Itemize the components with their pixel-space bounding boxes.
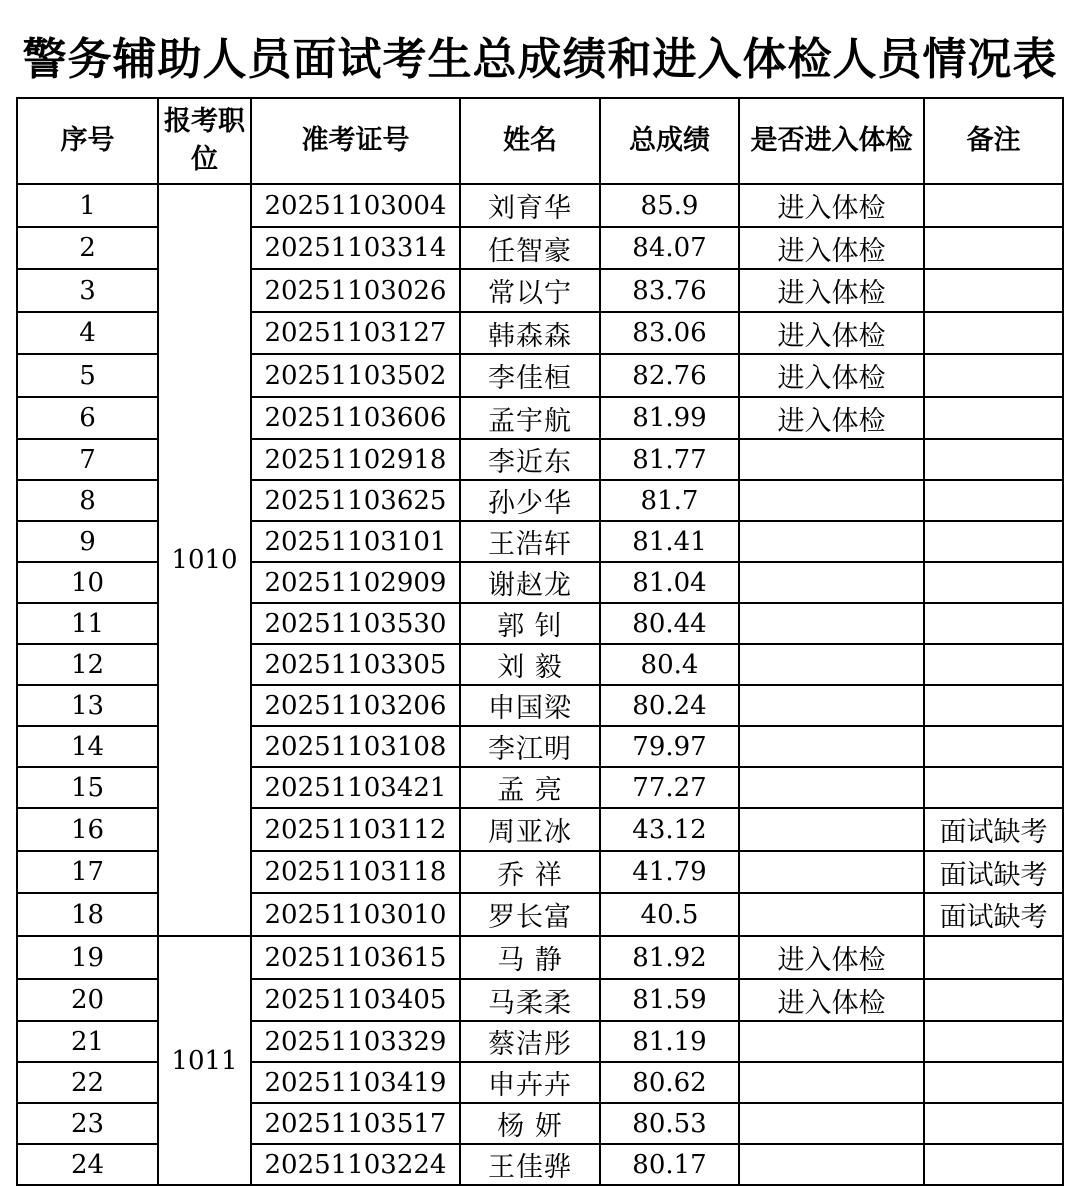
cell-exam: [739, 726, 924, 767]
cell-remark: 面试缺考: [924, 808, 1063, 851]
cell-exam: 进入体检: [739, 227, 924, 269]
cell-ticket: 20251103108: [251, 726, 460, 767]
cell-name: 周亚冰: [460, 808, 600, 851]
cell-exam: [739, 1144, 924, 1185]
cell-ticket: 20251103206: [251, 685, 460, 726]
cell-ticket: 20251103314: [251, 227, 460, 269]
cell-exam: [739, 603, 924, 644]
cell-name: 郭 钊: [460, 603, 600, 644]
cell-score: 83.76: [600, 269, 739, 312]
cell-name: 常以宁: [460, 269, 600, 312]
cell-name: 申国梁: [460, 685, 600, 726]
cell-remark: [924, 644, 1063, 685]
cell-name: 孟 亮: [460, 767, 600, 808]
cell-remark: [924, 480, 1063, 521]
cell-exam: 进入体检: [739, 184, 924, 227]
cell-score: 82.76: [600, 354, 739, 397]
cell-score: 84.07: [600, 227, 739, 269]
cell-remark: [924, 354, 1063, 397]
cell-exam: [739, 521, 924, 562]
cell-name: 蔡洁彤: [460, 1021, 600, 1062]
cell-seq: 1: [17, 184, 158, 227]
page-title: 警务辅助人员面试考生总成绩和进入体检人员情况表: [22, 34, 1058, 85]
cell-score: 80.53: [600, 1103, 739, 1144]
cell-exam: [739, 767, 924, 808]
cell-exam: [739, 1103, 924, 1144]
cell-seq: 23: [17, 1103, 158, 1144]
cell-ticket: 20251102918: [251, 439, 460, 480]
cell-exam: [739, 893, 924, 936]
cell-seq: 5: [17, 354, 158, 397]
cell-ticket: 20251103112: [251, 808, 460, 851]
cell-remark: [924, 184, 1063, 227]
cell-ticket: 20251103010: [251, 893, 460, 936]
cell-seq: 21: [17, 1021, 158, 1062]
cell-score: 81.99: [600, 397, 739, 439]
cell-ticket: 20251103305: [251, 644, 460, 685]
cell-remark: [924, 936, 1063, 979]
cell-score: 80.24: [600, 685, 739, 726]
cell-exam: [739, 644, 924, 685]
header-exam: 是否进入体检: [739, 98, 924, 184]
cell-remark: [924, 1062, 1063, 1103]
cell-score: 85.9: [600, 184, 739, 227]
cell-exam: [739, 851, 924, 893]
cell-name: 刘育华: [460, 184, 600, 227]
header-row: [17, 98, 1063, 184]
cell-seq: 13: [17, 685, 158, 726]
cell-ticket: 20251103224: [251, 1144, 460, 1185]
header-ticket: 准考证号: [251, 98, 460, 184]
cell-seq: 2: [17, 227, 158, 269]
cell-remark: [924, 397, 1063, 439]
cell-exam: 进入体检: [739, 269, 924, 312]
cell-remark: [924, 521, 1063, 562]
cell-ticket: 20251102909: [251, 562, 460, 603]
cell-position: 1010: [158, 184, 251, 936]
cell-exam: [739, 562, 924, 603]
cell-seq: 15: [17, 767, 158, 808]
cell-name: 申卉卉: [460, 1062, 600, 1103]
cell-name: 李江明: [460, 726, 600, 767]
cell-seq: 24: [17, 1144, 158, 1185]
cell-score: 80.62: [600, 1062, 739, 1103]
cell-score: 80.17: [600, 1144, 739, 1185]
cell-name: 杨 妍: [460, 1103, 600, 1144]
cell-score: 40.5: [600, 893, 739, 936]
header-remark: 备注: [924, 98, 1063, 184]
cell-remark: [924, 1021, 1063, 1062]
cell-ticket: 20251103606: [251, 397, 460, 439]
cell-seq: 18: [17, 893, 158, 936]
cell-exam: 进入体检: [739, 312, 924, 354]
cell-exam: 进入体检: [739, 397, 924, 439]
cell-seq: 8: [17, 480, 158, 521]
header-seq: 序号: [17, 98, 158, 184]
cell-ticket: 20251103615: [251, 936, 460, 979]
table-row: [17, 936, 1063, 979]
cell-ticket: 20251103127: [251, 312, 460, 354]
cell-remark: [924, 562, 1063, 603]
cell-seq: 9: [17, 521, 158, 562]
cell-seq: 16: [17, 808, 158, 851]
cell-score: 43.12: [600, 808, 739, 851]
cell-score: 80.4: [600, 644, 739, 685]
cell-ticket: 20251103421: [251, 767, 460, 808]
cell-position: 1011: [158, 936, 251, 1185]
cell-ticket: 20251103530: [251, 603, 460, 644]
cell-remark: [924, 1144, 1063, 1185]
cell-ticket: 20251103329: [251, 1021, 460, 1062]
cell-seq: 19: [17, 936, 158, 979]
cell-remark: [924, 269, 1063, 312]
cell-score: 81.19: [600, 1021, 739, 1062]
results-table: [16, 97, 1064, 1186]
header-name: 姓名: [460, 98, 600, 184]
cell-score: 79.97: [600, 726, 739, 767]
cell-exam: [739, 1021, 924, 1062]
cell-remark: [924, 767, 1063, 808]
cell-exam: [739, 439, 924, 480]
cell-name: 马 静: [460, 936, 600, 979]
cell-name: 刘 毅: [460, 644, 600, 685]
table-row: [17, 184, 1063, 227]
cell-ticket: 20251103101: [251, 521, 460, 562]
cell-exam: 进入体检: [739, 354, 924, 397]
cell-seq: 11: [17, 603, 158, 644]
cell-name: 任智豪: [460, 227, 600, 269]
cell-score: 77.27: [600, 767, 739, 808]
cell-remark: [924, 1103, 1063, 1144]
cell-seq: 4: [17, 312, 158, 354]
cell-name: 罗长富: [460, 893, 600, 936]
cell-seq: 10: [17, 562, 158, 603]
cell-remark: 面试缺考: [924, 851, 1063, 893]
cell-exam: [739, 480, 924, 521]
cell-name: 王浩轩: [460, 521, 600, 562]
cell-remark: [924, 603, 1063, 644]
cell-exam: [739, 808, 924, 851]
header-score: 总成绩: [600, 98, 739, 184]
cell-name: 李近东: [460, 439, 600, 480]
cell-ticket: 20251103004: [251, 184, 460, 227]
cell-name: 李佳桓: [460, 354, 600, 397]
cell-seq: 17: [17, 851, 158, 893]
cell-name: 王佳骅: [460, 1144, 600, 1185]
cell-ticket: 20251103419: [251, 1062, 460, 1103]
cell-seq: 6: [17, 397, 158, 439]
cell-score: 80.44: [600, 603, 739, 644]
cell-score: 41.79: [600, 851, 739, 893]
cell-remark: [924, 979, 1063, 1021]
cell-ticket: 20251103517: [251, 1103, 460, 1144]
cell-ticket: 20251103502: [251, 354, 460, 397]
cell-ticket: 20251103118: [251, 851, 460, 893]
cell-remark: [924, 312, 1063, 354]
cell-ticket: 20251103625: [251, 480, 460, 521]
cell-exam: 进入体检: [739, 979, 924, 1021]
cell-exam: [739, 1062, 924, 1103]
cell-ticket: 20251103026: [251, 269, 460, 312]
cell-remark: [924, 685, 1063, 726]
cell-name: 孙少华: [460, 480, 600, 521]
cell-seq: 3: [17, 269, 158, 312]
cell-name: 乔 祥: [460, 851, 600, 893]
cell-remark: [924, 726, 1063, 767]
cell-score: 81.41: [600, 521, 739, 562]
header-position: 报考职位: [158, 98, 251, 184]
cell-seq: 20: [17, 979, 158, 1021]
cell-remark: [924, 227, 1063, 269]
cell-score: 81.77: [600, 439, 739, 480]
cell-remark: 面试缺考: [924, 893, 1063, 936]
cell-score: 83.06: [600, 312, 739, 354]
cell-name: 谢赵龙: [460, 562, 600, 603]
cell-seq: 22: [17, 1062, 158, 1103]
cell-seq: 12: [17, 644, 158, 685]
cell-name: 韩森森: [460, 312, 600, 354]
cell-score: 81.7: [600, 480, 739, 521]
cell-seq: 14: [17, 726, 158, 767]
cell-score: 81.04: [600, 562, 739, 603]
cell-remark: [924, 439, 1063, 480]
cell-ticket: 20251103405: [251, 979, 460, 1021]
cell-seq: 7: [17, 439, 158, 480]
cell-score: 81.92: [600, 936, 739, 979]
cell-name: 马柔柔: [460, 979, 600, 1021]
cell-exam: 进入体检: [739, 936, 924, 979]
cell-score: 81.59: [600, 979, 739, 1021]
cell-exam: [739, 685, 924, 726]
cell-name: 孟宇航: [460, 397, 600, 439]
